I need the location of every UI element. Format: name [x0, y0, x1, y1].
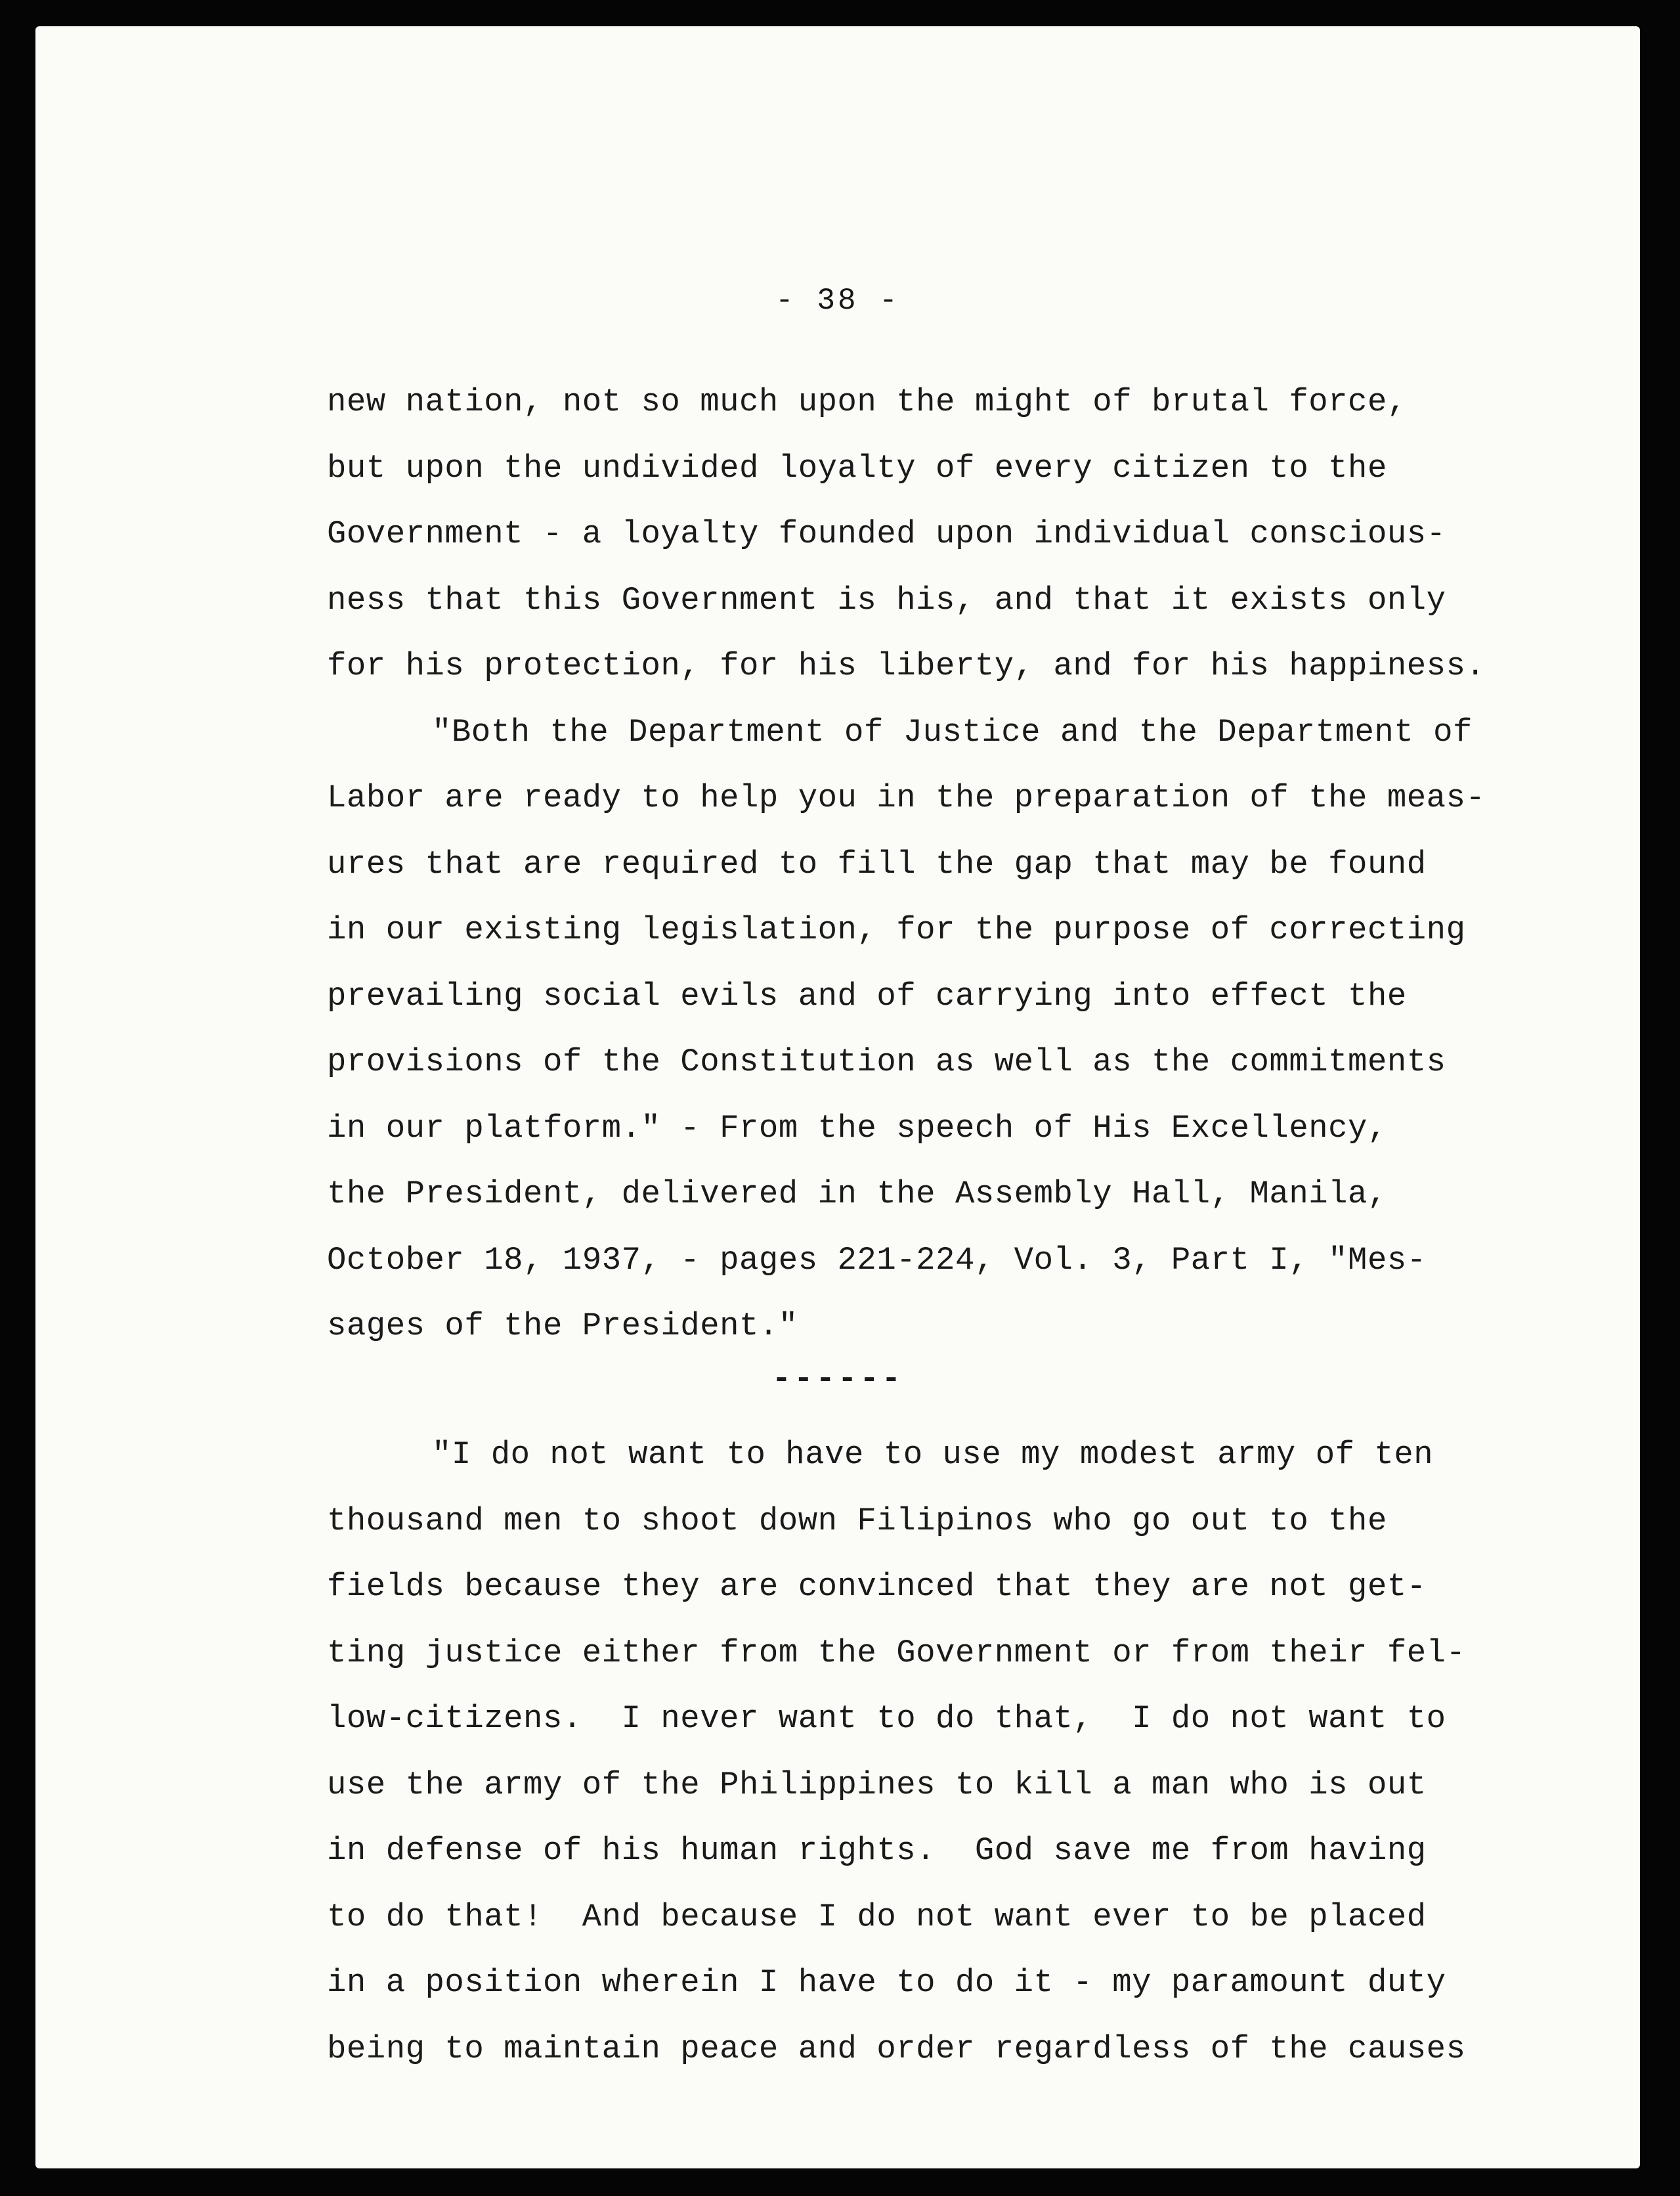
paragraph-3-line: to do that! And because I do not want ever to be placed — [327, 1898, 1427, 1935]
paragraph-3-line: ting justice either from the Government or from their fel- — [327, 1634, 1466, 1671]
paragraph-1-line: for his protection, for his liberty, and for his happiness. — [327, 648, 1486, 684]
document-page — [35, 26, 1640, 2168]
section-separator: ------ — [771, 1361, 904, 1397]
paragraph-2-line: October 18, 1937, - pages 221-224, Vol. 3, Part I, "Mes- — [327, 1241, 1427, 1279]
paragraph-2-line: in our platform." - From the speech of His Excellency, — [327, 1109, 1387, 1147]
paragraph-3-line: low-citizens. I never want to do that, I do not want to — [327, 1700, 1446, 1737]
paragraph-3-line: "I do not want to have to use my modest army of ten — [432, 1436, 1434, 1473]
paragraph-1-line: ness that this Government is his, and that it exists only — [327, 581, 1446, 619]
text-block-top — [327, 369, 1574, 1359]
paragraph-2-line: the President, delivered in the Assembly Hall, Manila, — [327, 1175, 1387, 1212]
paragraph-1-line: but upon the undivided loyalty of every citizen to the — [327, 449, 1387, 487]
paragraph-3-line: being to maintain peace and order regardless of the causes — [327, 2030, 1466, 2067]
paragraph-2-line: sages of the President." — [327, 1307, 798, 1344]
paragraph-2-line: "Both the Department of Justice and the Department of — [432, 713, 1473, 751]
paragraph-1-line: Government - a loyalty founded upon individual conscious- — [327, 516, 1446, 552]
paragraph-2-line: provisions of the Constitution as well as the commitments — [327, 1043, 1446, 1080]
paragraph-3-line: thousand men to shoot down Filipinos who go out to the — [327, 1502, 1387, 1539]
text-block-bottom — [327, 1422, 1574, 2082]
paragraph-2-line: ures that are required to fill the gap that may be found — [327, 845, 1427, 883]
paragraph-3-line: in defense of his human rights. God save me from having — [327, 1832, 1427, 1869]
paragraph-2-line: in our existing legislation, for the purpose of correcting — [327, 911, 1466, 948]
paragraph-1-line: new nation, not so much upon the might of brutal force, — [327, 384, 1407, 420]
paragraph-2-line: Labor are ready to help you in the preparation of the meas- — [327, 780, 1486, 816]
page-number: - 38 - — [775, 284, 900, 318]
paragraph-3-line: fields because they are convinced that they are not get- — [327, 1568, 1427, 1605]
paragraph-2-line: prevailing social evils and of carrying into effect the — [327, 977, 1407, 1015]
paragraph-3-line: in a position wherein I have to do it - my paramount duty — [327, 1964, 1446, 2001]
paragraph-3-line: use the army of the Philippines to kill a man who is out — [327, 1766, 1427, 1803]
